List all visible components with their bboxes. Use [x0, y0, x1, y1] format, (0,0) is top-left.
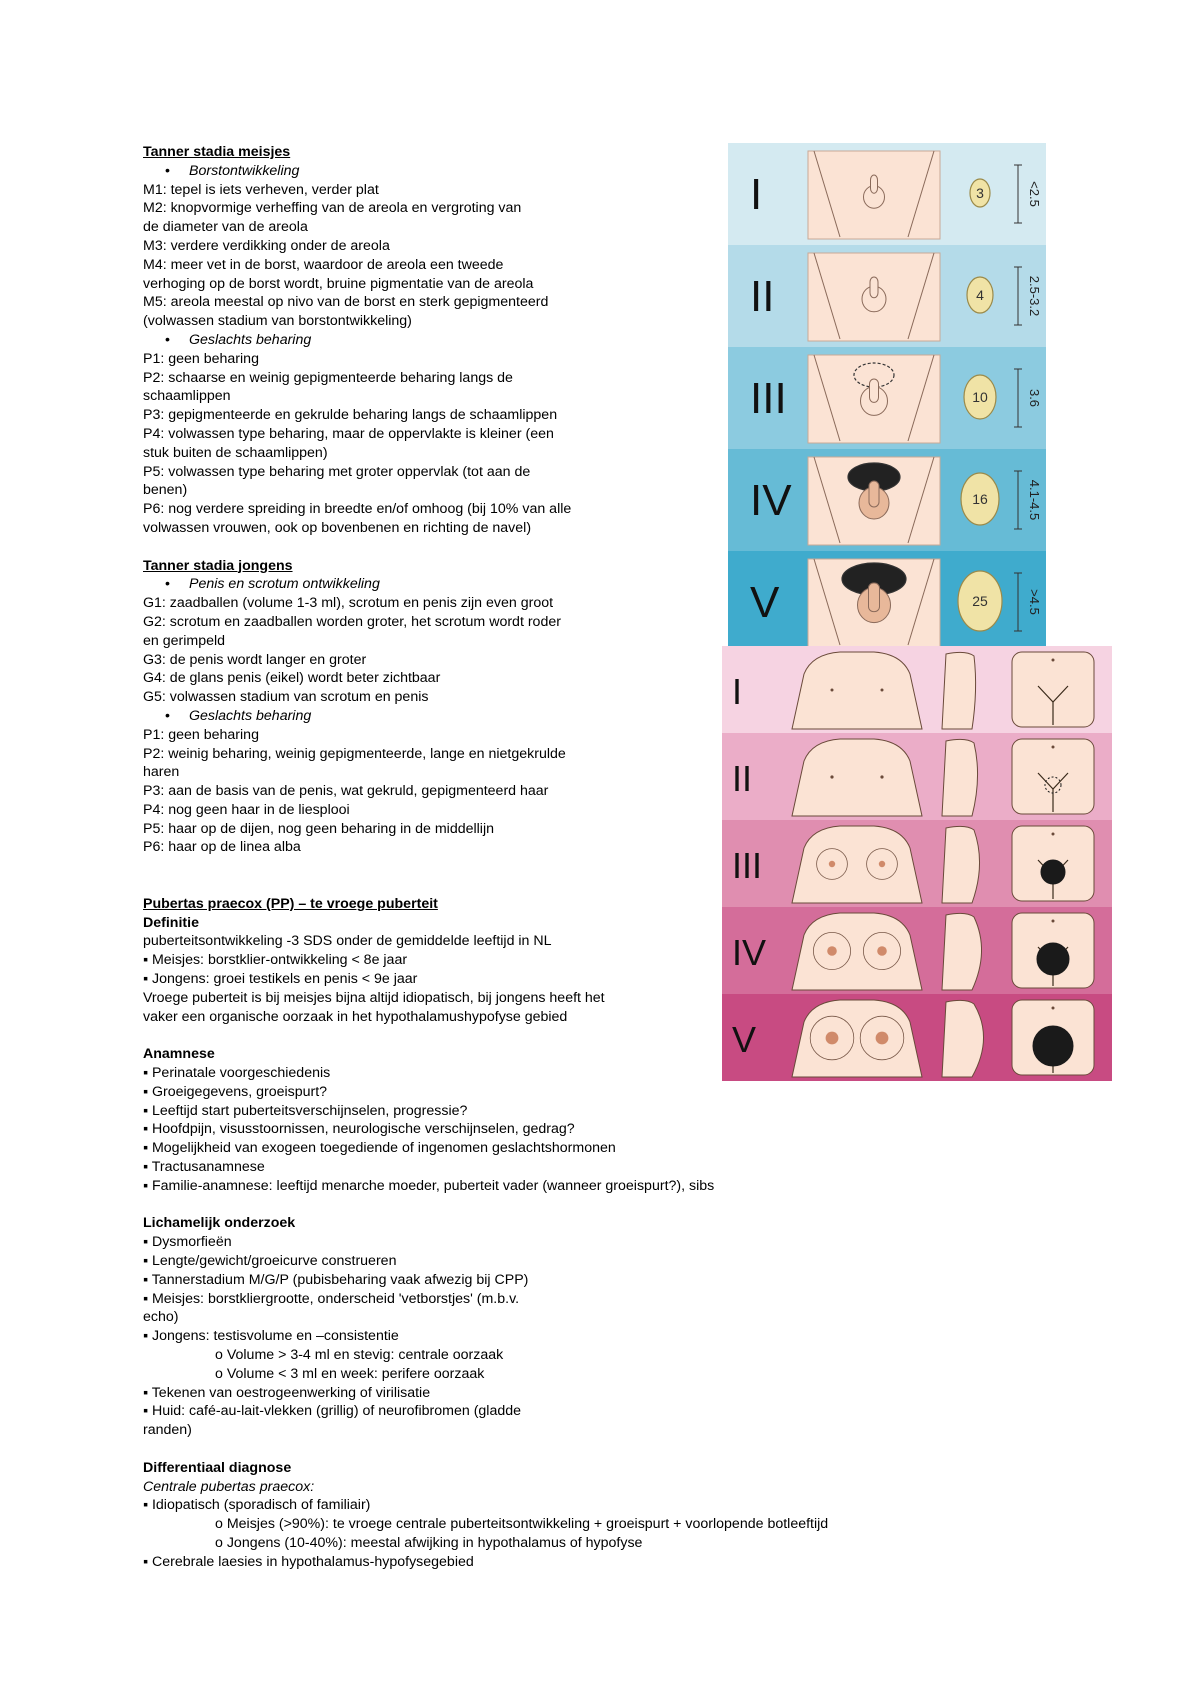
- text-line: randen): [143, 1422, 192, 1439]
- male-stage-row: [728, 143, 1046, 245]
- areola-mark: [876, 1032, 889, 1045]
- navel-mark: [1052, 833, 1055, 836]
- female-stage-row: [722, 646, 1112, 733]
- text-line: o Jongens (10-40%): meestal afwijking in hypothalamus of hypofyse: [215, 1534, 643, 1551]
- female-stage-row: [722, 907, 1112, 994]
- male-stage-row: [728, 347, 1046, 449]
- areola-mark: [829, 861, 835, 867]
- penis-length-label: 3.6: [1027, 388, 1042, 408]
- text-line: P4: volwassen type beharing, maar de oppervlakte is kleiner (een: [143, 425, 554, 442]
- text-line: P1: geen beharing: [143, 726, 259, 743]
- text-line: M2: knopvormige verheffing van de areola en vergroting van: [143, 200, 522, 217]
- exam-label: Lichamelijk onderzoek: [143, 1215, 296, 1232]
- girls-breast-label: • Borstontwikkeling: [143, 162, 843, 181]
- penis-mark: [869, 583, 880, 612]
- penis-mark: [871, 175, 878, 193]
- text-line: M5: areola meestal op nivo van de borst en sterk gepigmenteerd: [143, 294, 549, 311]
- text-line: ▪ Jongens: testisvolume en –consistentie: [143, 1328, 399, 1345]
- text-line: ▪ Lengte/gewicht/groeicurve construeren: [143, 1253, 397, 1270]
- areola-mark: [881, 689, 884, 692]
- areola-mark: [877, 946, 887, 956]
- text-line: en gerimpeld: [143, 632, 226, 649]
- boys-hair-label: • Geslachts beharing: [143, 707, 843, 726]
- torso-front-mark: [792, 826, 922, 903]
- dd-line-idiopathic: ▪ Idiopatisch (sporadisch of familiair): [143, 1497, 371, 1514]
- male-tanner-figure: [728, 143, 1046, 653]
- testis-volume-label: 25: [972, 593, 988, 609]
- female-stage-numeral: I: [732, 671, 743, 712]
- navel-mark: [1052, 1007, 1055, 1010]
- text-line: G2: scrotum en zaadballen worden groter, het scrotum wordt roder: [143, 613, 561, 630]
- text-line: P6: haar op de linea alba: [143, 839, 301, 856]
- text-line: de diameter van de areola: [143, 219, 308, 236]
- text-line: M4: meer vet in de borst, waardoor de areola een tweede: [143, 256, 504, 273]
- penis-mark: [870, 379, 879, 402]
- female-stage-numeral: IV: [732, 932, 767, 973]
- boys-heading: Tanner stadia jongens: [143, 557, 293, 574]
- torso-side-mark: [942, 826, 980, 903]
- text-line: G1: zaadballen (volume 1-3 ml), scrotum en penis zijn even groot: [143, 595, 554, 612]
- text-line: ▪ Huid: café-au-lait-vlekken (grillig) of neurofibromen (gladde: [143, 1403, 522, 1420]
- text-line: o Volume < 3 ml en week: perifere oorzaak: [215, 1365, 485, 1382]
- areola-mark: [830, 775, 833, 778]
- exam-sub-lines: [143, 1346, 843, 1384]
- anamnese-lines: [143, 1064, 843, 1196]
- text-line: ▪ Tractusanamnese: [143, 1159, 265, 1176]
- exam-lines-b: [143, 1384, 843, 1440]
- text-line: volwassen vrouwen, ook op bovenbenen en richting de navel): [143, 519, 532, 536]
- torso-side-mark: [942, 1000, 984, 1077]
- areola-mark: [880, 775, 883, 778]
- navel-mark: [1052, 920, 1055, 923]
- torso-side-mark: [942, 913, 982, 990]
- dd-label: Differentiaal diagnose: [143, 1459, 292, 1476]
- girls-heading: Tanner stadia meisjes: [143, 144, 291, 160]
- text-line: vaker een organische oorzaak in het hypothalamushypofyse gebied: [143, 1008, 568, 1025]
- text-line: verhoging op de borst wordt, bruine pigmentatie van de areola: [143, 275, 534, 292]
- testis-volume-label: 10: [972, 389, 988, 405]
- torso-side-mark: [942, 739, 978, 816]
- navel-mark: [1052, 659, 1055, 662]
- text-line: P6: nog verdere spreiding in breedte en/of omhoog (bij 10% van alle: [143, 501, 572, 518]
- text-line: echo): [143, 1309, 179, 1326]
- female-stage-row: [722, 994, 1112, 1081]
- testis-volume-label: 16: [972, 491, 988, 507]
- male-stage-numeral: IV: [750, 476, 792, 525]
- text-line: o Volume > 3-4 ml en stevig: centrale oorzaak: [215, 1347, 504, 1363]
- pubic-hair-mark: [1033, 1026, 1073, 1066]
- penis-length-label: 4.1-4.5: [1027, 479, 1042, 521]
- text-line: benen): [143, 482, 188, 499]
- male-tanner-diagram: [728, 143, 1046, 653]
- navel-mark: [1052, 746, 1055, 749]
- penis-mark: [870, 277, 878, 298]
- male-stage-numeral: I: [750, 170, 763, 219]
- text-line: schaamlippen: [143, 388, 231, 405]
- text-line: P2: weinig beharing, weinig gepigmenteerde, lange en nietgekrulde: [143, 745, 566, 762]
- torso-front-mark: [792, 652, 922, 729]
- girls-hair-label: • Geslachts beharing: [143, 331, 843, 350]
- text-line: ▪ Groeigegevens, groeispurt?: [143, 1083, 328, 1100]
- text-line: ▪ Dysmorfieën: [143, 1234, 232, 1251]
- male-stage-row: [728, 551, 1046, 653]
- female-tanner-figure: [722, 646, 1112, 1081]
- areola-mark: [879, 861, 885, 867]
- female-stage-numeral: V: [732, 1019, 757, 1060]
- text-line: G3: de penis wordt langer en groter: [143, 651, 367, 668]
- text-line: P4: nog geen haar in de liesplooi: [143, 801, 350, 818]
- text-line: ▪ Tekenen van oestrogeenwerking of virilisatie: [143, 1384, 431, 1401]
- text-line: P2: schaarse en weinig gepigmenteerde beharing langs de: [143, 369, 513, 386]
- areola-mark: [827, 946, 837, 956]
- text-line: stuk buiten de schaamlippen): [143, 444, 328, 461]
- text-line: M3: verdere verdikking onder de areola: [143, 237, 390, 254]
- text-line: P1: geen beharing: [143, 350, 259, 367]
- areola-mark: [826, 1032, 839, 1045]
- text-line: ▪ Tannerstadium M/G/P (pubisbeharing vaak afwezig bij CPP): [143, 1271, 529, 1288]
- text-line: ▪ Meisjes: borstkliergrootte, onderscheid 'vetborstjes' (m.b.v.: [143, 1290, 520, 1307]
- penis-length-label: >4.5: [1027, 589, 1042, 615]
- exam-lines-a: [143, 1233, 843, 1346]
- male-stage-numeral: II: [750, 272, 775, 321]
- areola-mark: [831, 689, 834, 692]
- text-line: P5: volwassen type beharing met groter oppervlak (tot aan de: [143, 463, 531, 480]
- female-stage-row: [722, 820, 1112, 907]
- text-line: M1: tepel is iets verheven, verder plat: [143, 181, 379, 198]
- text-line: ▪ Meisjes: borstklier-ontwikkeling < 8e jaar: [143, 952, 408, 969]
- male-stage-row: [728, 449, 1046, 551]
- testis-volume-label: 4: [976, 287, 984, 303]
- penis-mark: [869, 481, 879, 507]
- male-stage-row: [728, 245, 1046, 347]
- torso-front-mark: [792, 913, 922, 990]
- female-tanner-diagram: [722, 646, 1112, 1081]
- pubic-hair-mark: [1041, 860, 1065, 884]
- boys-genital-label: • Penis en scrotum ontwikkeling: [143, 575, 843, 594]
- text-line: ▪ Mogelijkheid van exogeen toegediende of ingenomen geslachtshormonen: [143, 1140, 616, 1157]
- dd-sub-lines: [143, 1515, 843, 1553]
- testis-volume-label: 3: [976, 185, 984, 201]
- female-stage-numeral: II: [732, 758, 753, 799]
- dd-sub-label: Centrale pubertas praecox:: [143, 1478, 315, 1495]
- text-line: ▪ Perinatale voorgeschiedenis: [143, 1065, 331, 1082]
- text-line: P3: gepigmenteerde en gekrulde beharing langs de schaamlippen: [143, 407, 558, 424]
- pp-heading: Pubertas praecox (PP) – te vroege puberteit: [143, 895, 438, 912]
- text-line: haren: [143, 764, 180, 781]
- torso-side-mark: [942, 652, 976, 729]
- penis-length-label: <2.5: [1027, 181, 1042, 207]
- pubic-hair-mark: [1037, 943, 1069, 975]
- text-line: Vroege puberteit is bij meisjes bijna altijd idiopatisch, bij jongens heeft het: [143, 989, 605, 1006]
- dd-line-cerebral: ▪ Cerebrale laesies in hypothalamus-hypofysegebied: [143, 1553, 474, 1570]
- text-line: ▪ Jongens: groei testikels en penis < 9e jaar: [143, 971, 418, 988]
- definition-label: Definitie: [143, 914, 199, 931]
- male-stage-numeral: V: [750, 578, 780, 627]
- text-line: ▪ Familie-anamnese: leeftijd menarche moeder, puberteit vader (wanneer groeispurt?), sibs: [143, 1177, 715, 1194]
- text-line: ▪ Hoofdpijn, visusstoornissen, neurologische verschijnselen, gedrag?: [143, 1121, 575, 1138]
- penis-length-label: 2.5-3.2: [1027, 275, 1042, 317]
- male-stage-numeral: III: [750, 374, 787, 423]
- text-line: ▪ Leeftijd start puberteitsverschijnselen, progressie?: [143, 1102, 468, 1119]
- female-stage-numeral: III: [732, 845, 763, 886]
- torso-front-mark: [792, 739, 922, 816]
- text-line: P5: haar op de dijen, nog geen beharing in de middellijn: [143, 820, 495, 837]
- female-stage-row: [722, 733, 1112, 820]
- text-line: G4: de glans penis (eikel) wordt beter zichtbaar: [143, 670, 441, 687]
- anamnese-label: Anamnese: [143, 1046, 215, 1063]
- text-line: o Meisjes (>90%): te vroege centrale puberteitsontwikkeling + groeispurt + voorlopende botleeftijd: [215, 1516, 829, 1533]
- text-line: G5: volwassen stadium van scrotum en penis: [143, 689, 429, 706]
- torso-front-mark: [792, 1000, 922, 1077]
- text-line: (volwassen stadium van borstontwikkeling): [143, 313, 412, 330]
- text-line: puberteitsontwikkeling -3 SDS onder de gemiddelde leeftijd in NL: [143, 933, 552, 950]
- text-line: P3: aan de basis van de penis, wat gekruld, gepigmenteerd haar: [143, 783, 549, 800]
